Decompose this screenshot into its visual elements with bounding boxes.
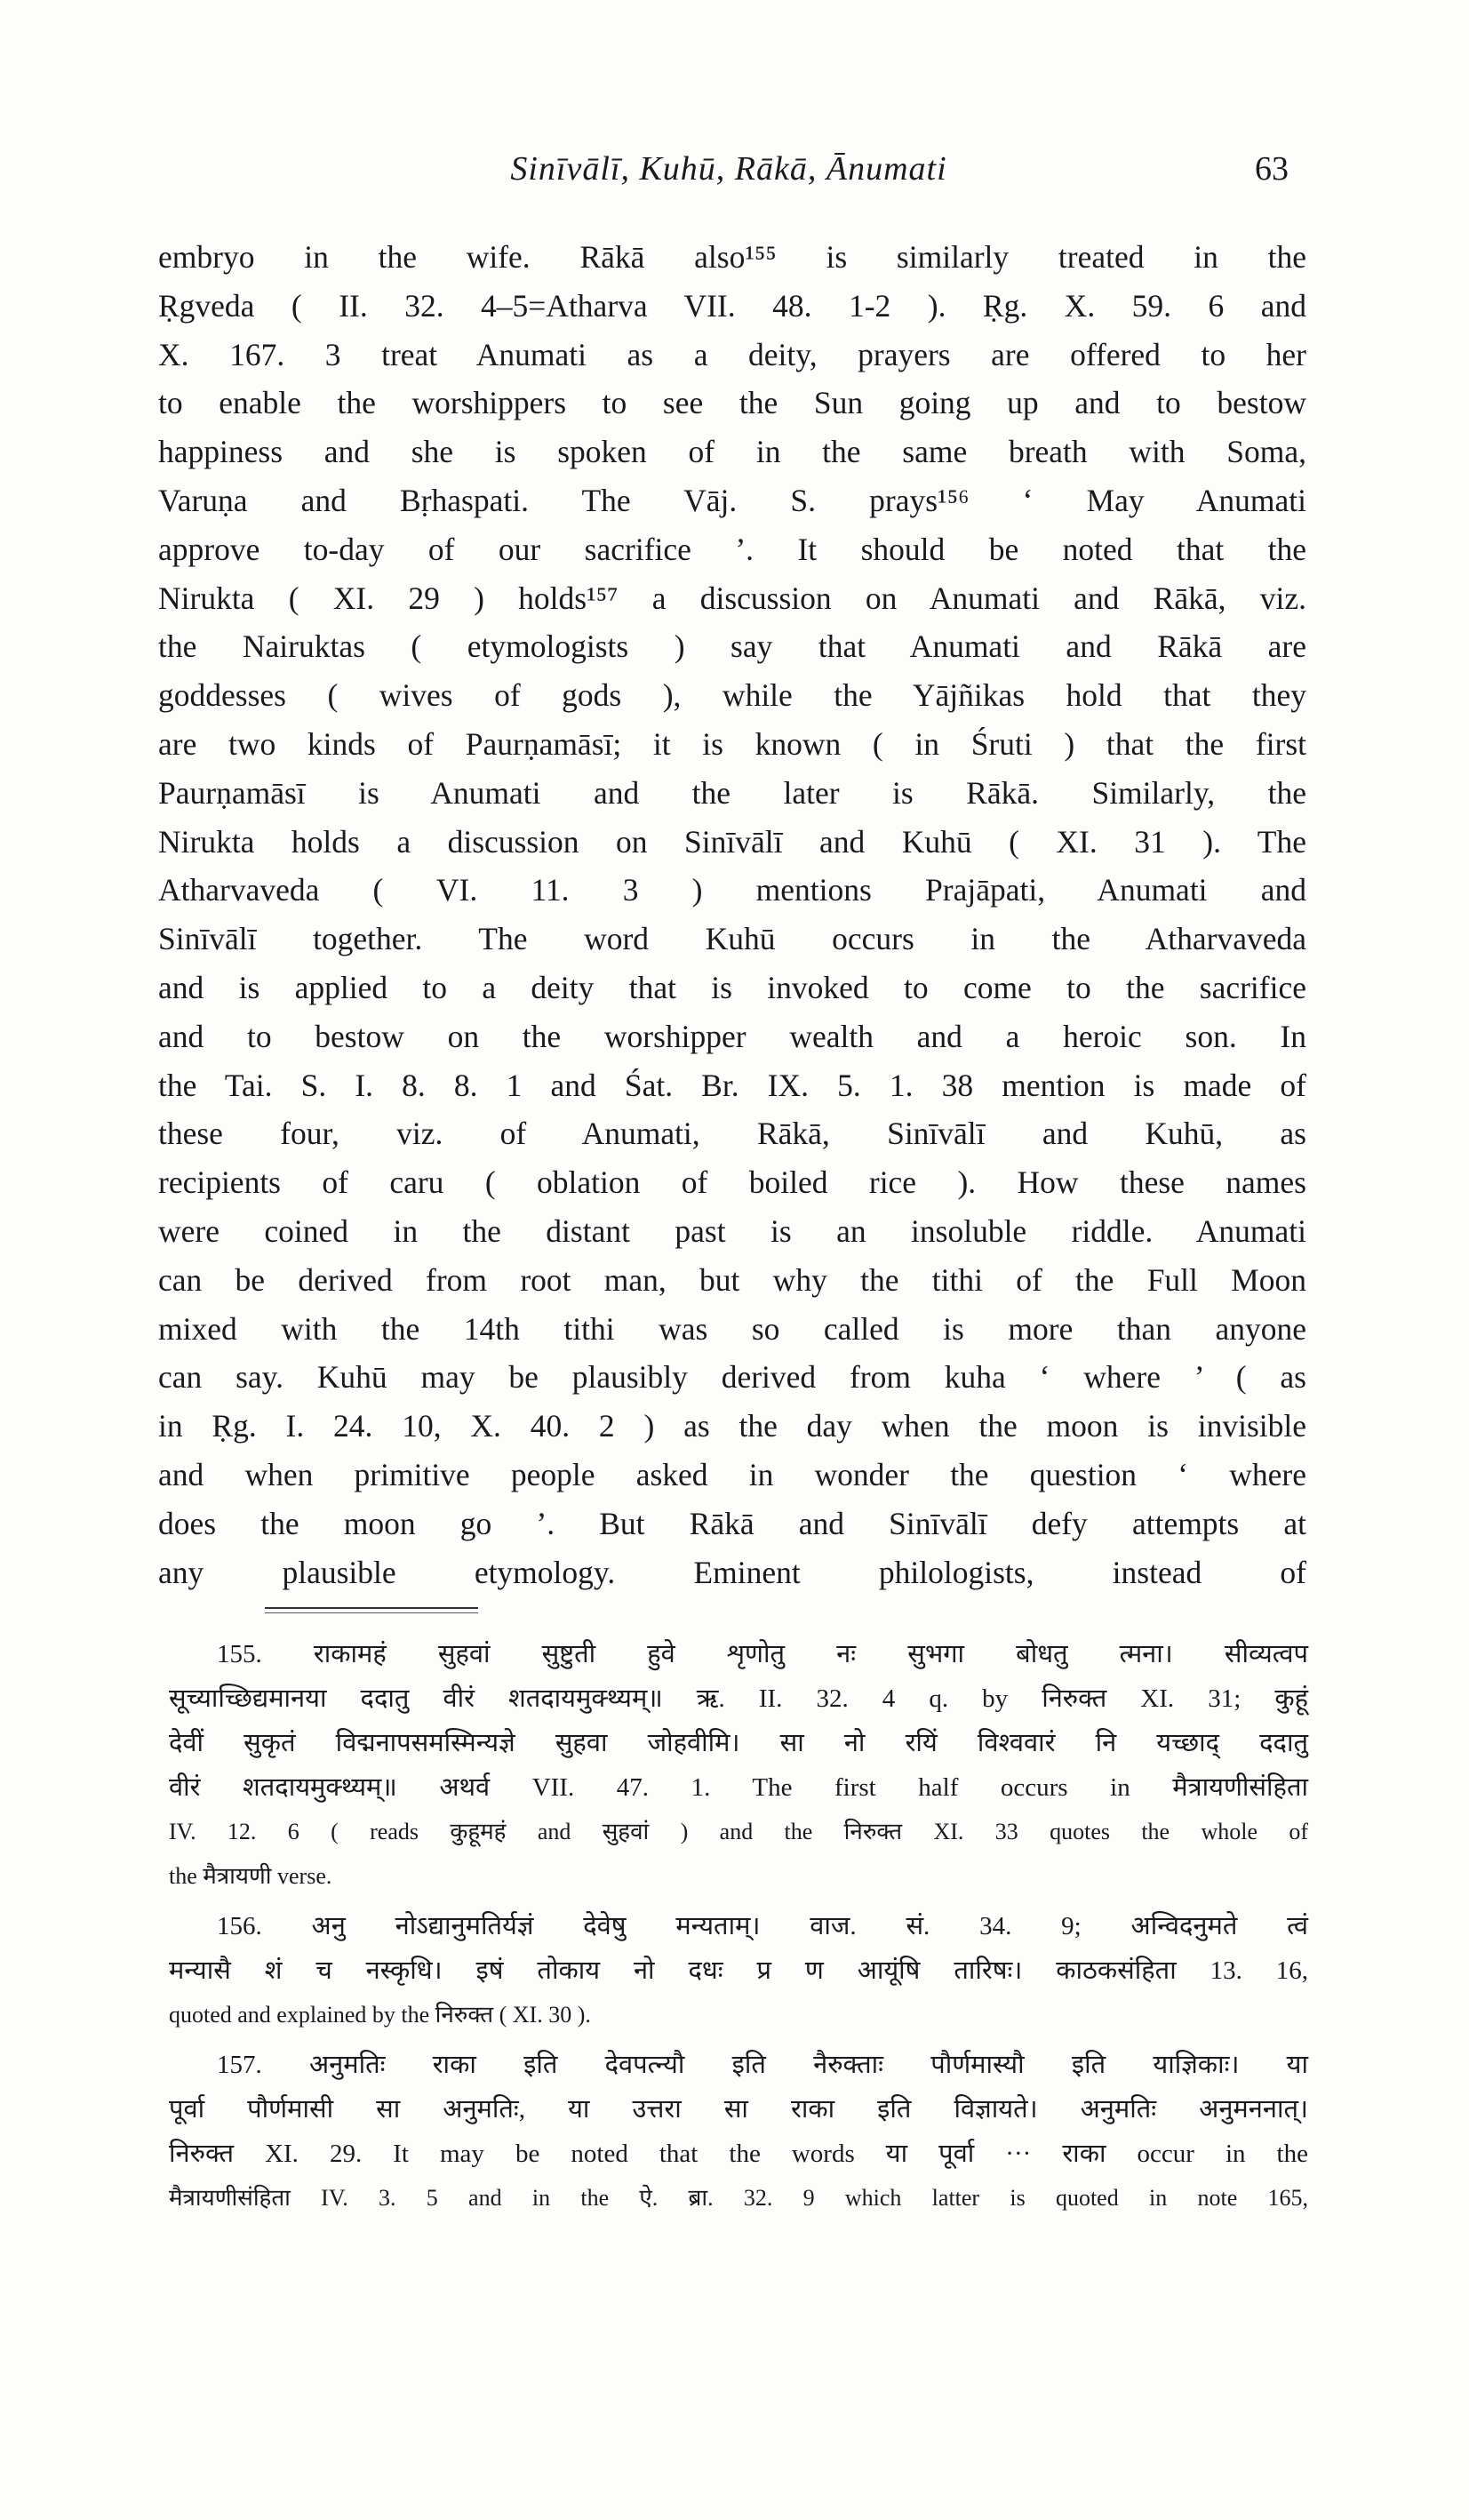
text-line: Paurṇamāsī is Anumati and the later is Rākā. Similarly, the <box>158 774 1306 811</box>
text-line: and when primitive people asked in wonder the question ‘ where <box>158 1456 1306 1492</box>
main-text <box>158 233 1306 1596</box>
footnote-line: मैत्रायणीसंहिता IV. 3. 5 and in the ऐ. ब्रा. 32. 9 which latter is quoted in note 165, <box>169 2185 1308 2211</box>
text-line: does the moon go ’. But Rākā and Sinīvālī defy attempts at <box>158 1505 1306 1541</box>
footnote-line: 157. अनुमतिः राका इति देवपत्न्यौ इति नैरुक्ताः पौर्णमास्यौ इति याज्ञिकाः। या <box>217 2051 1308 2079</box>
text-line: embryo in the wife. Rākā also¹⁵⁵ is similarly treated in the <box>158 239 1306 275</box>
text-line: Nirukta ( XI. 29 ) holds¹⁵⁷ a discussion on Anumati and Rākā, viz. <box>158 580 1306 616</box>
footnote-line: IV. 12. 6 ( reads कुहूमहं and सुहवां ) and the निरुक्त XI. 33 quotes the whole of <box>169 1819 1308 1844</box>
footnote-line: वीरं शतदायमुक्थ्यम्॥ अथर्व VII. 47. 1. The first half occurs in मैत्रायणीसंहिता <box>169 1773 1308 1802</box>
text-line: are two kinds of Paurṇamāsī; it is known ( in Śruti ) that the first <box>158 725 1306 762</box>
text-line: Nirukta holds a discussion on Sinīvālī and Kuhū ( XI. 31 ). The <box>158 823 1306 860</box>
footnote-line: मन्यासै शं च नस्कृधि। इषं तोकाय नो दधः प्र ण आयूंषि तारिषः। काठकसंहिता 13. 16, <box>169 1956 1308 1985</box>
text-line: Varuṇa and Bṛhaspati. The Vāj. S. prays¹⁵⁶ ‘ May Anumati <box>158 482 1306 518</box>
footnote-rule <box>265 1607 478 1609</box>
text-line: mixed with the 14th tithi was so called is more than anyone <box>158 1310 1306 1347</box>
footnote-line: the मैत्रायणी verse. <box>169 1863 332 1889</box>
text-line: approve to-day of our sacrifice ’. It should be noted that the <box>158 531 1306 567</box>
footnotes <box>169 1632 1308 2226</box>
text-line: and is applied to a deity that is invoked to come to the sacrifice <box>158 969 1306 1005</box>
page-header <box>169 149 1289 203</box>
running-title: Sinīvālī, Kuhū, Rākā, Ānumati <box>510 150 947 188</box>
text-line: X. 167. 3 treat Anumati as a deity, prayers are offered to her <box>158 336 1306 372</box>
text-line: recipients of caru ( oblation of boiled rice ). How these names <box>158 1164 1306 1201</box>
text-line: Ṛgveda ( II. 32. 4–5=Atharva VII. 48. 1-2 ). Ṛg. X. 59. 6 and <box>158 287 1306 324</box>
text-line: happiness and she is spoken of in the same breath with Soma, <box>158 434 1306 470</box>
footnote-line: देवीं सुकृतं विद्मनापसमस्मिन्यज्ञे सुहवा जोहवीमि। सा नो रयिं विश्ववारं नि यच्छाद् ददातु <box>169 1729 1308 1757</box>
footnote-157 <box>169 2043 1308 2220</box>
footnote-155 <box>169 1632 1308 1899</box>
footnote-156 <box>169 1904 1308 2037</box>
footnote-rule-secondary <box>265 1612 478 1613</box>
text-line: and to bestow on the worshipper wealth and a heroic son. In <box>158 1018 1306 1054</box>
text-line: goddesses ( wives of gods ), while the Yājñikas hold that they <box>158 677 1306 714</box>
text-line: in Ṛg. I. 24. 10, X. 40. 2 ) as the day when the moon is invisible <box>158 1408 1306 1444</box>
footnote-line: सूच्याच्छिद्यमानया ददातु वीरं शतदायमुक्थ्यम्॥ ऋ. II. 32. 4 q. by निरुक्त XI. 31; कुहूं <box>169 1684 1308 1713</box>
text-line: Atharvaveda ( VI. 11. 3 ) mentions Prajāpati, Anumati and <box>158 872 1306 908</box>
page-number: 63 <box>1255 150 1289 188</box>
text-line: the Tai. S. I. 8. 8. 1 and Śat. Br. IX. 5. 1. 38 mention is made of <box>158 1067 1306 1103</box>
text-line: were coined in the distant past is an insoluble riddle. Anumati <box>158 1212 1306 1249</box>
text-line: can say. Kuhū may be plausibly derived from kuha ‘ where ’ ( as <box>158 1359 1306 1396</box>
text-line: to enable the worshippers to see the Sun going up and to bestow <box>158 385 1306 421</box>
text-line: these four, viz. of Anumati, Rākā, Sinīvālī and Kuhū, as <box>158 1116 1306 1152</box>
text-line: can be derived from root man, but why the tithi of the Full Moon <box>158 1261 1306 1298</box>
text-line: Sinīvālī together. The word Kuhū occurs in the Atharvaveda <box>158 921 1306 957</box>
footnote-line: quoted and explained by the निरुक्त ( XI. 30 ). <box>169 2002 591 2028</box>
footnote-line: 155. राकामहं सुहवां सुष्टुती हुवे शृणोतु नः सुभगा बोधतु त्मना। सीव्यत्वप <box>217 1640 1308 1668</box>
footnote-line: 156. अनु नोऽद्यानुमतिर्यज्ञं देवेषु मन्यताम्। वाज. सं. 34. 9; अन्विदनुमते त्वं <box>217 1912 1308 1940</box>
text-line: any plausible etymology. Eminent philologists, instead of <box>158 1554 1306 1590</box>
footnote-line: निरुक्त XI. 29. It may be noted that the words या पूर्वा ··· राका occur in the <box>169 2140 1308 2168</box>
footnote-line: पूर्वा पौर्णमासी सा अनुमतिः, या उत्तरा सा राका इति विज्ञायते। अनुमतिः अनुमननात्। <box>169 2095 1308 2124</box>
text-line: the Nairuktas ( etymologists ) say that Anumati and Rākā are <box>158 628 1306 665</box>
